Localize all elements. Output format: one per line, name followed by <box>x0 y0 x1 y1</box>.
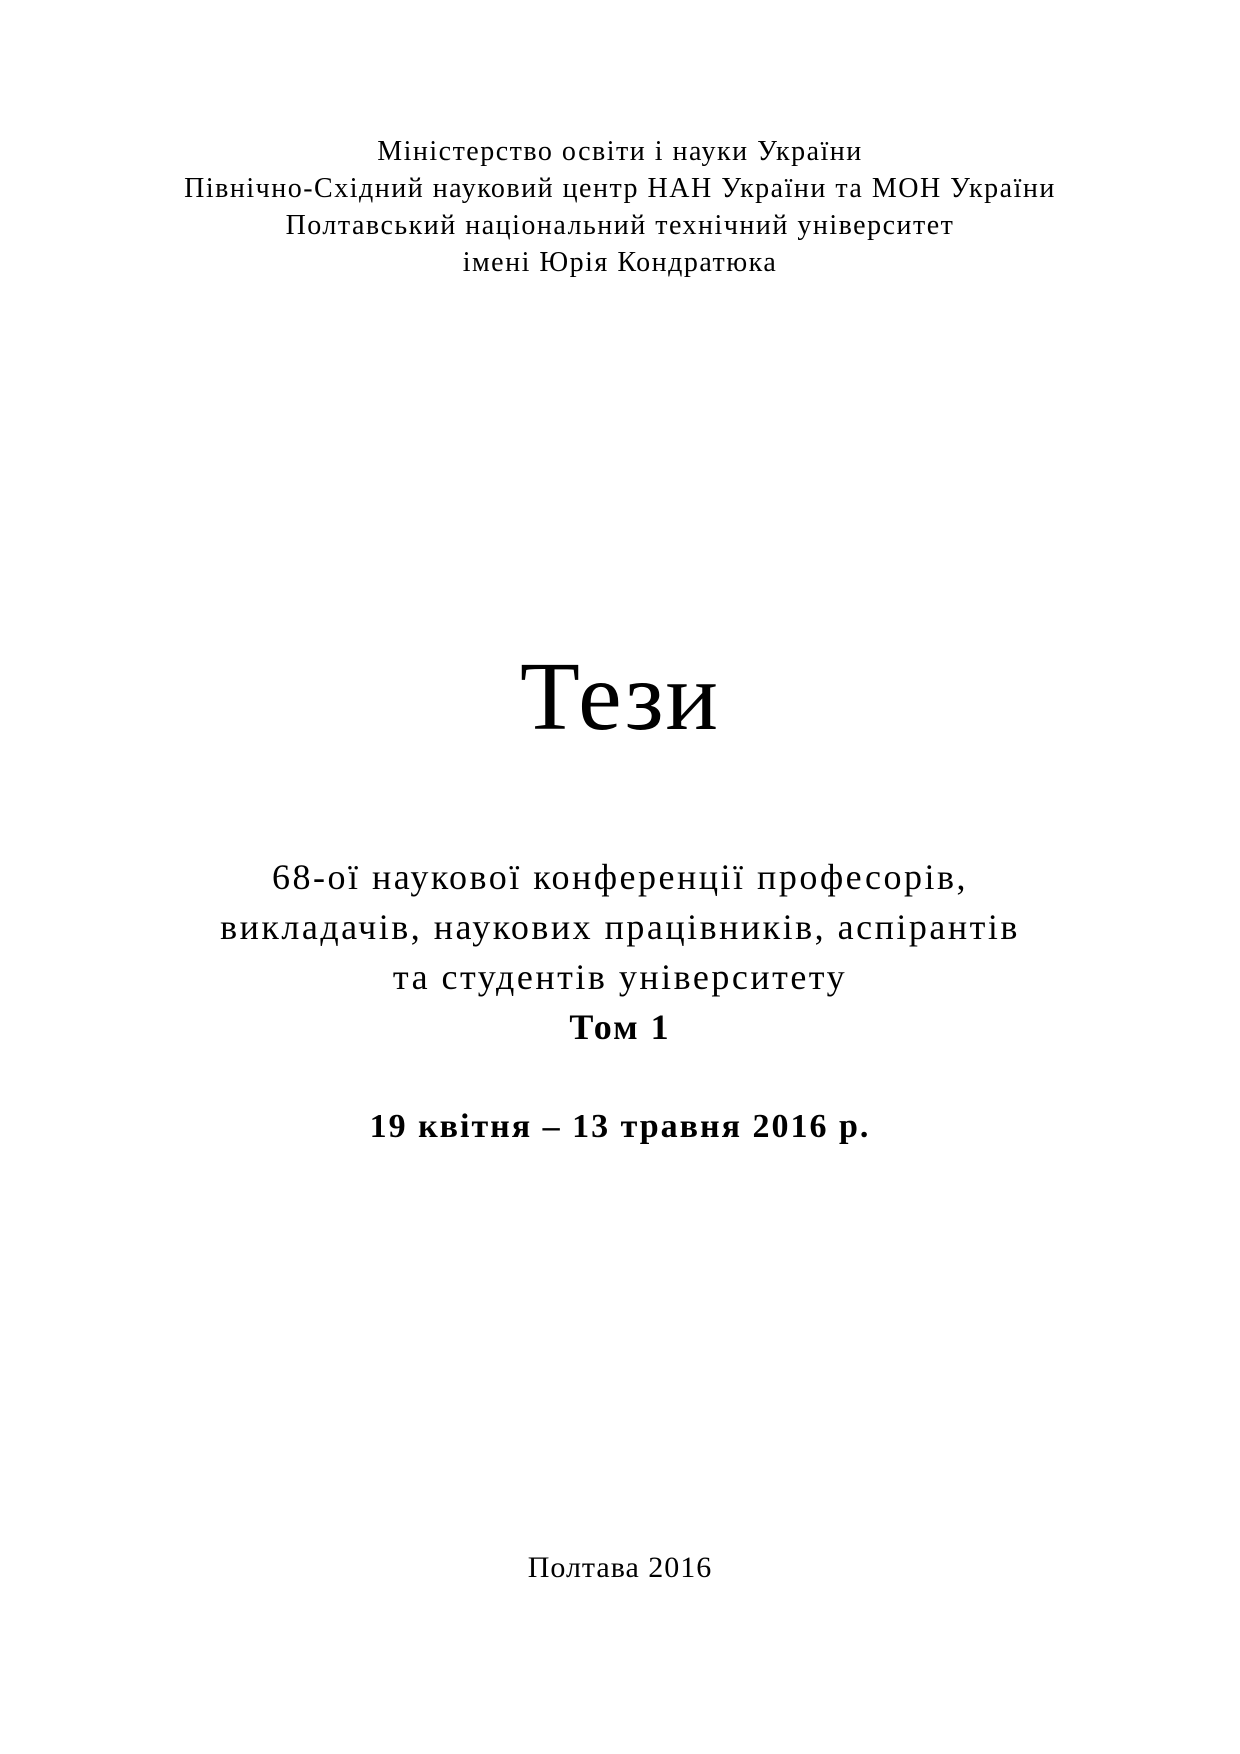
imprint: Полтава 2016 <box>527 1551 713 1584</box>
university-name-line: імені Юрія Кондратюка <box>462 247 778 278</box>
publisher-block <box>0 133 1240 281</box>
university-line: Полтавський національний технічний університет <box>285 210 955 241</box>
subtitle-line-1: 68-ої наукової конференції професорів, <box>271 857 968 897</box>
ministry-line: Міністерство освіти і науки України <box>377 136 863 167</box>
document-title: Тези <box>520 643 720 751</box>
subtitle-line-3: та студентів університету <box>392 957 848 997</box>
subtitle-line-2: викладачів, наукових працівників, аспірантів <box>220 907 1020 947</box>
conference-subtitle <box>0 852 1240 1052</box>
conference-date-range: 19 квітня – 13 травня 2016 р. <box>369 1108 871 1145</box>
volume-label: Том 1 <box>569 1007 671 1047</box>
science-center-line: Північно-Східний науковий центр НАН України та МОН України <box>184 173 1056 204</box>
